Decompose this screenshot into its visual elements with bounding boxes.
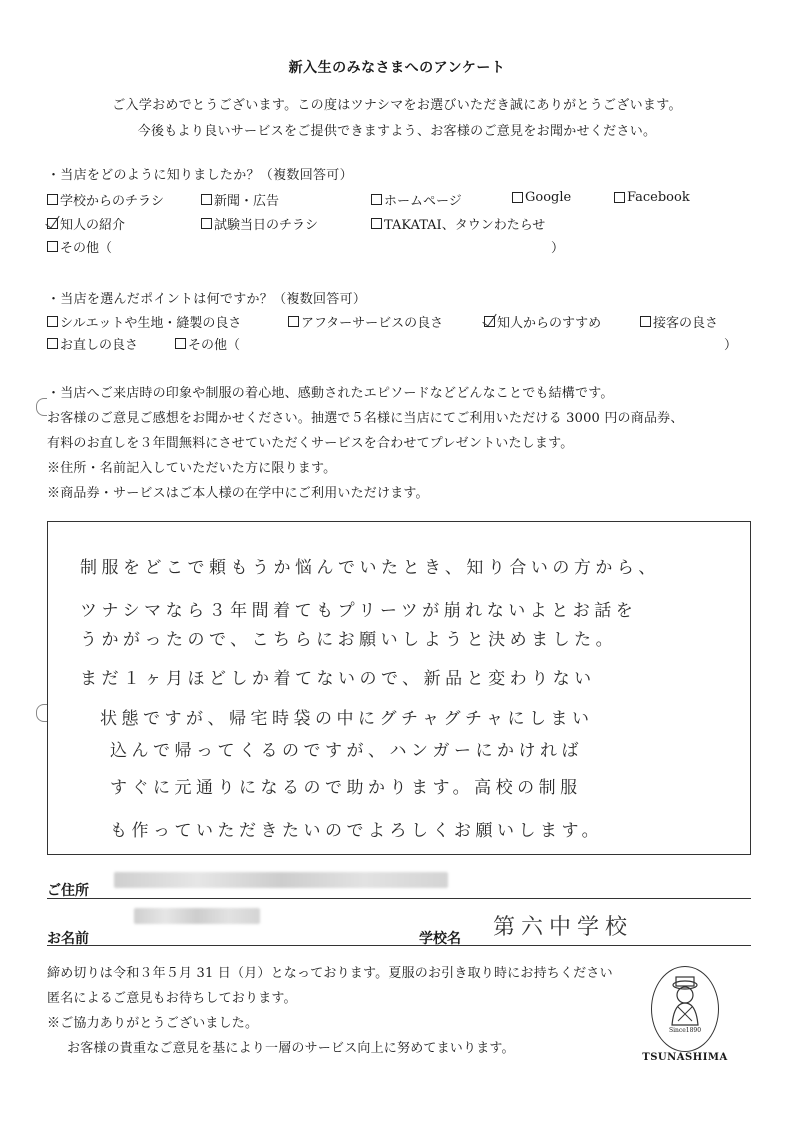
checkbox-icon[interactable] — [47, 241, 58, 252]
punch-hole-mark — [36, 398, 47, 416]
option-label: ホームページ — [384, 194, 462, 209]
checkbox-icon[interactable] — [371, 218, 382, 229]
mascot-icon — [652, 967, 718, 1051]
address-underline — [47, 898, 751, 899]
question-3-line-2: お客様のご意見ご感想をお聞かせください。抽選で５名様に当店にてご利用いただける 3000 円の商品券、 — [47, 411, 684, 426]
footer-thanks: ※ご協力ありがとうございました。 — [47, 1016, 259, 1031]
checkbox-icon[interactable] — [201, 218, 212, 229]
option-label: 学校からのチラシ — [60, 194, 165, 209]
q1-option-exam-day-flyer[interactable] — [201, 214, 318, 233]
q2-option-silhouette[interactable] — [47, 312, 241, 331]
school-label: 学校名 — [419, 931, 461, 947]
logo-since-text: Since1890 — [668, 1027, 702, 1034]
question-1: ・当店をどのように知りましたか？（複数回答可） — [47, 168, 353, 183]
checkbox-icon[interactable] — [175, 338, 186, 349]
handwritten-line: 制服をどこで頼もうか悩んでいたとき、知り合いの方から、 — [80, 558, 660, 578]
option-label: 知人の紹介 — [60, 218, 126, 233]
handwritten-line: すぐに元通りになるので助かります。高校の制服 — [110, 778, 582, 798]
option-label: その他（ — [60, 241, 113, 256]
option-label: 知人からのすすめ — [497, 316, 602, 331]
handwritten-line: うかがったので、こちらにお願いしようと決めました。 — [80, 630, 618, 650]
q1-option-acquaintance[interactable] — [47, 214, 125, 233]
q2-option-customer-service[interactable] — [640, 312, 718, 331]
q1-option-newspaper[interactable] — [201, 190, 279, 209]
checkbox-icon[interactable] — [512, 192, 523, 203]
footer-deadline: 締め切りは令和３年５月 31 日（月）となっております。夏服のお引き取り時にお持ちください — [47, 966, 613, 981]
tsunashima-logo — [651, 966, 719, 1052]
q1-other-close-paren: ） — [551, 241, 565, 256]
handwritten-line: ツナシマなら３年間着てもプリーツが崩れないよとお話を — [80, 601, 638, 621]
checkbox-icon[interactable] — [640, 316, 651, 327]
checkbox-icon[interactable] — [371, 194, 382, 205]
intro-line-1: ご入学おめでとうございます。この度はツナシマをお選びいただき誠にありがとうございます。 — [112, 98, 682, 113]
name-label: お名前 — [47, 931, 89, 947]
option-label: その他（ — [188, 338, 241, 353]
q2-option-after-service[interactable] — [288, 312, 443, 331]
footer-anonymous: 匿名によるご意見もお待ちしております。 — [47, 991, 297, 1006]
checkbox-icon[interactable] — [47, 338, 58, 349]
q1-option-facebook[interactable] — [614, 190, 690, 205]
q2-option-alterations[interactable] — [47, 334, 138, 353]
logo-brand-name: TSUNASHIMA — [642, 1052, 728, 1063]
school-name-handwritten: 第六中学校 — [493, 915, 634, 940]
checkbox-icon[interactable] — [47, 194, 58, 205]
option-label: 新聞・広告 — [214, 194, 280, 209]
name-school-underline — [47, 945, 751, 946]
question-3-line-1: ・当店へご来店時の印象や制服の着心地、感動されたエピソードなどどんなことでも結構です。 — [47, 386, 614, 401]
q1-option-other[interactable] — [47, 237, 112, 256]
q2-option-other[interactable] — [175, 334, 240, 353]
option-label: TAKATAI、タウンわたらせ — [384, 218, 546, 233]
q1-option-google[interactable] — [512, 190, 571, 205]
address-label: ご住所 — [47, 883, 89, 899]
handwritten-line: 状態ですが、帰宅時袋の中にグチャグチャにしまい — [100, 709, 594, 729]
punch-hole-mark — [36, 704, 47, 722]
option-label: 接客の良さ — [653, 316, 719, 331]
note-address-required: ※住所・名前記入していただいた方に限ります。 — [47, 461, 337, 476]
question-2: ・当店を選んだポイントは何ですか？（複数回答可） — [47, 292, 367, 307]
checkbox-checked-icon[interactable] — [484, 316, 495, 327]
question-3-line-3: 有料のお直しを３年間無料にさせていただくサービスを合わせてプレゼントいたします。 — [47, 436, 574, 451]
checkbox-icon[interactable] — [614, 192, 625, 203]
option-label: シルエットや生地・縫製の良さ — [60, 316, 242, 331]
option-label: Google — [525, 190, 572, 205]
q1-option-homepage[interactable] — [371, 190, 462, 209]
handwritten-line: まだ１ヶ月ほどしか着てないので、新品と変わりない — [80, 669, 596, 689]
q2-option-recommendation[interactable] — [484, 312, 601, 331]
checkbox-icon[interactable] — [288, 316, 299, 327]
checkbox-checked-icon[interactable] — [47, 218, 58, 229]
option-label: お直しの良さ — [60, 338, 139, 353]
option-label: アフターサービスの良さ — [301, 316, 444, 331]
survey-title: 新入生のみなさまへのアンケート — [288, 60, 506, 76]
q2-other-close-paren: ） — [724, 338, 738, 353]
intro-line-2: 今後もより良いサービスをご提供できますよう、お客様のご意見をお聞かせください。 — [137, 124, 657, 139]
redacted-name — [134, 908, 260, 924]
footer-commitment: お客様の貴重なご意見を基により一層のサービス向上に努めてまいります。 — [67, 1041, 515, 1056]
checkbox-icon[interactable] — [201, 194, 212, 205]
option-label: Facebook — [627, 190, 690, 205]
handwritten-line: 込んで帰ってくるのですが、ハンガーにかければ — [110, 741, 583, 761]
q1-option-school-flyer[interactable] — [47, 190, 164, 209]
checkbox-icon[interactable] — [47, 316, 58, 327]
redacted-address — [114, 872, 448, 888]
note-voucher-usage: ※商品券・サービスはご本人様の在学中にご利用いただけます。 — [47, 486, 429, 501]
handwritten-line: も作っていただきたいのでよろしくお願いします。 — [110, 821, 604, 841]
q1-option-takatai[interactable] — [371, 214, 545, 233]
option-label: 試験当日のチラシ — [214, 218, 319, 233]
